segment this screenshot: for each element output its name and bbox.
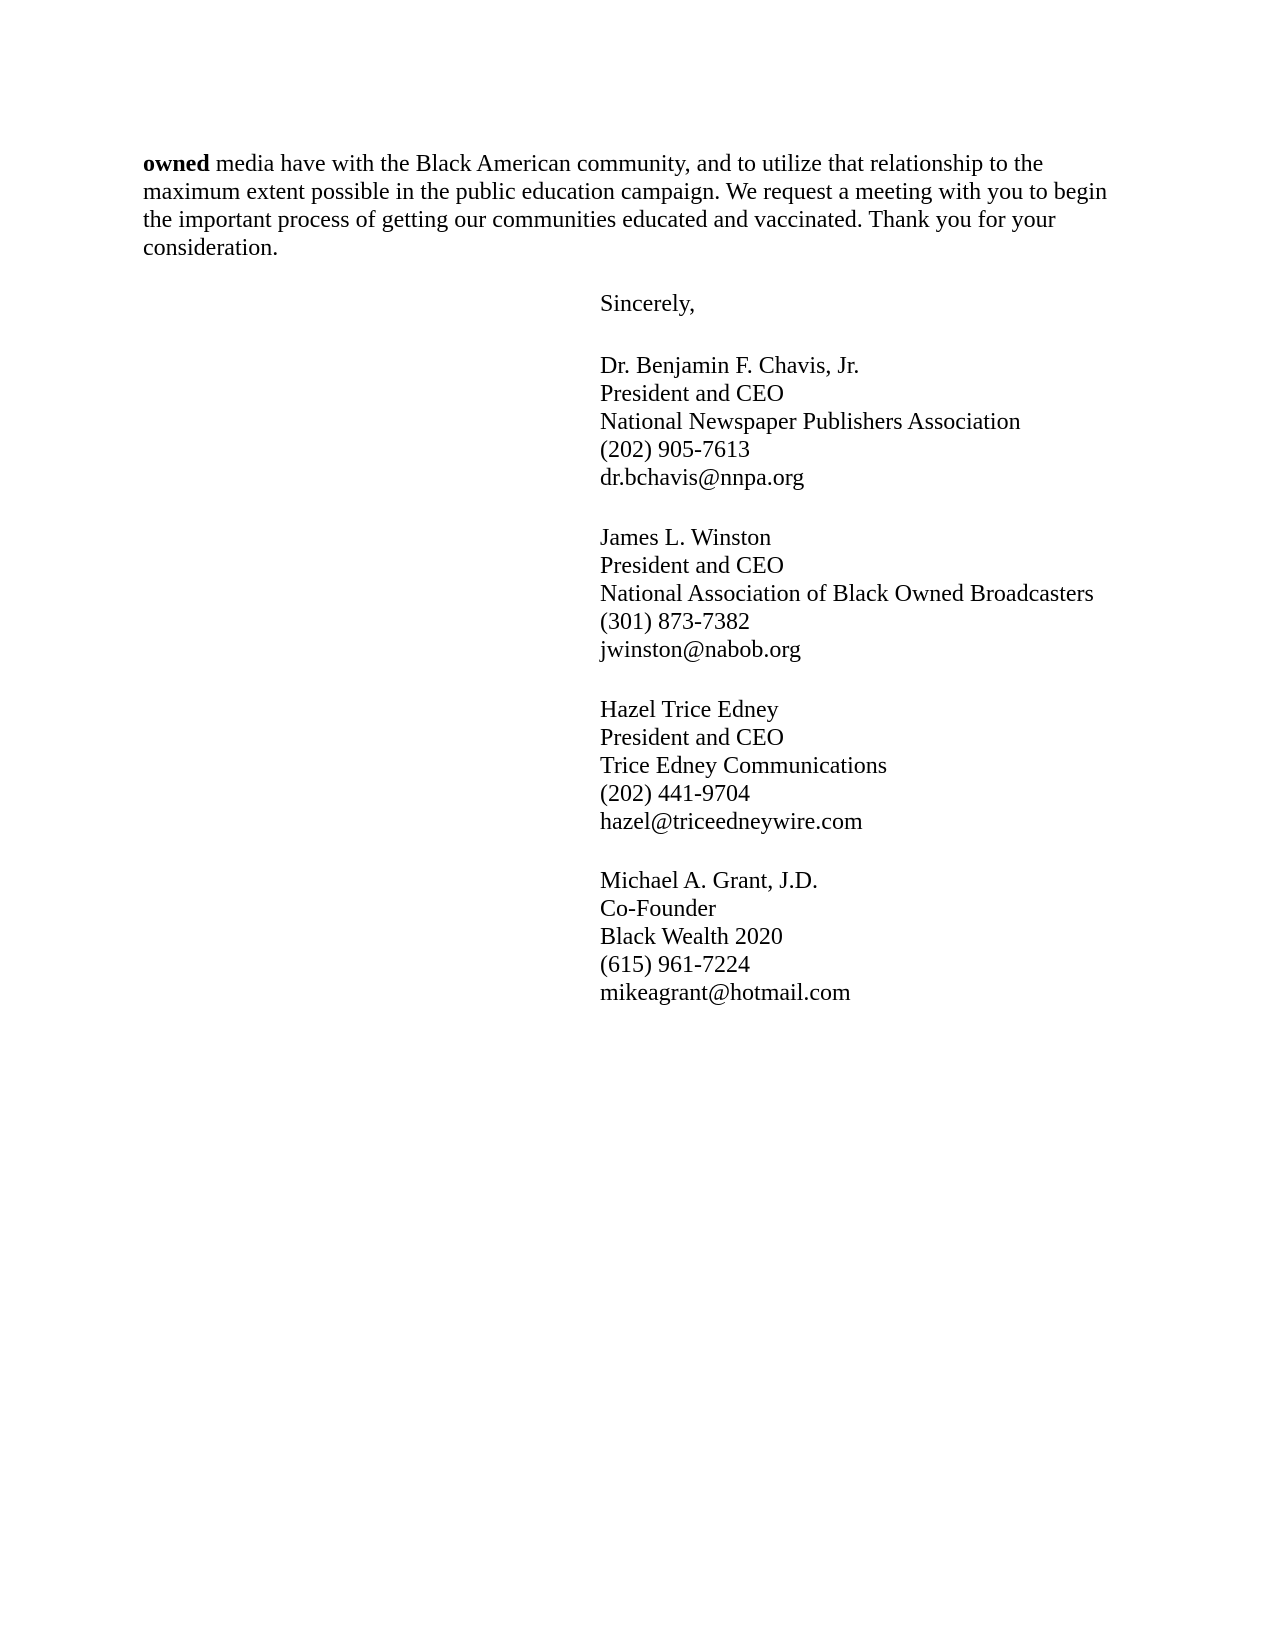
signatory-title: President and CEO bbox=[600, 381, 784, 407]
signatory-organization: Trice Edney Communications bbox=[600, 753, 888, 779]
signatory-name: Dr. Benjamin F. Chavis, Jr. bbox=[600, 353, 860, 379]
signatory-organization: Black Wealth 2020 bbox=[600, 924, 783, 950]
signatory-phone: (202) 441-9704 bbox=[600, 781, 750, 807]
signatory-title: President and CEO bbox=[600, 725, 784, 751]
signatory-organization: National Newspaper Publishers Association bbox=[600, 409, 1021, 435]
signatory-name: James L. Winston bbox=[600, 525, 772, 551]
signatory-email: dr.bchavis@nnpa.org bbox=[600, 465, 805, 491]
signatory-name: Hazel Trice Edney bbox=[600, 697, 779, 723]
bold-lead-word: owned bbox=[143, 151, 210, 177]
signatory-email: hazel@triceedneywire.com bbox=[600, 809, 863, 835]
signatory-phone: (301) 873-7382 bbox=[600, 609, 750, 635]
signature-block bbox=[600, 696, 887, 836]
signatory-phone: (615) 961-7224 bbox=[600, 952, 750, 978]
signature-block bbox=[600, 352, 1021, 492]
paragraph-text: media have with the Black American community, and to utilize that relationship to the maximum extent possible in the public education campaign. We request a meeting with you to begin the important process of getting our communities educated and vaccinated. Thank you for your consideration. bbox=[143, 151, 1108, 261]
signatory-email: jwinston@nabob.org bbox=[600, 637, 801, 663]
signatory-title: Co-Founder bbox=[600, 896, 716, 922]
signatory-organization: National Association of Black Owned Broadcasters bbox=[600, 581, 1094, 607]
signatory-name: Michael A. Grant, J.D. bbox=[600, 868, 818, 894]
signatory-phone: (202) 905-7613 bbox=[600, 437, 750, 463]
closing-salutation: Sincerely, bbox=[600, 291, 696, 317]
signatory-email: mikeagrant@hotmail.com bbox=[600, 980, 851, 1006]
signature-block bbox=[600, 524, 1094, 664]
signature-block bbox=[600, 867, 851, 1007]
body-paragraph bbox=[143, 150, 1118, 262]
signatory-title: President and CEO bbox=[600, 553, 784, 579]
